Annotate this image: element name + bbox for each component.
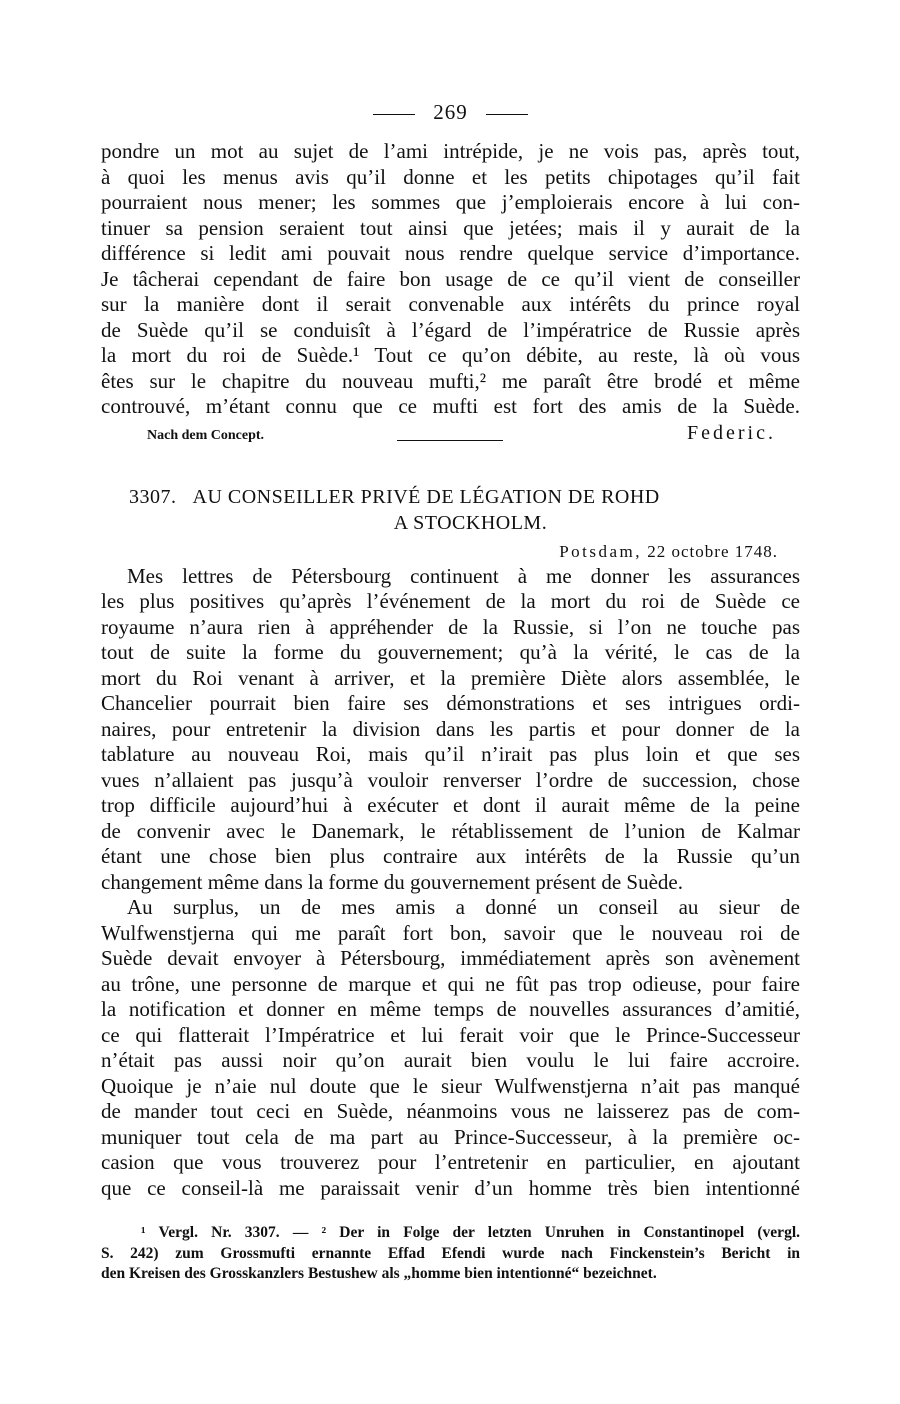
page <box>101 100 800 1285</box>
footnote-line: S. 242) zum Grossmufti ernannte Effad Efendi wurde nach Finckenstein’s Bericht in <box>101 1244 800 1262</box>
text-line: la mort du roi de Suède.¹ Tout ce qu’on débite, au reste, là où vous <box>101 343 800 367</box>
page-number-header <box>101 100 800 125</box>
footnotes <box>101 1223 800 1285</box>
dateline <box>101 542 778 562</box>
text-line: sur la manière dont il serait convenable aux intérêts du prince royal <box>101 292 800 316</box>
text-line: étant une chose bien plus contraire aux intérêts de la Russie qu’un <box>101 844 800 868</box>
text-line: n’était pas aussi noir qu’on aurait bien voulu le lui faire accroire. <box>101 1048 800 1072</box>
left-dash <box>373 114 415 115</box>
date-place: Potsdam, <box>559 541 643 561</box>
text-line: de mander tout ceci en Suède, néanmoins vous ne laisserez pas de com- <box>101 1099 800 1123</box>
footnote-line: ¹ Vergl. Nr. 3307. — ² Der in Folge der letzten Unruhen in Constantinopel (vergl. <box>141 1224 800 1241</box>
text-line: que ce conseil-là me paraissait venir d’un homme très bien intentionné <box>101 1175 800 1200</box>
intro-paragraph <box>101 139 800 420</box>
text-line: Suède devait envoyer à Pétersbourg, immédiatement après son avènement <box>101 946 800 970</box>
text-line: muniquer tout cela de ma part au Prince-Successeur, à la première oc- <box>101 1124 800 1149</box>
right-dash <box>486 114 528 115</box>
text-line: de convenir avec le Danemark, le rétablissement de l’union de Kalmar <box>101 818 800 843</box>
footnote-line: den Kreisen des Grosskanzlers Bestushew als „homme bien intentionné“ bezeichnet. <box>101 1265 657 1282</box>
text-line: royaume n’aura rien à appréhender de la Russie, si l’on ne touche pas <box>101 614 800 639</box>
text-line: tinuer sa pension seraient tout ainsi que jetées; mais il y aurait de la <box>101 215 800 240</box>
heading-line-1 <box>101 484 800 510</box>
text-line: naires, pour entretenir la division dans les partis et pour donner de la <box>101 716 800 741</box>
text-line: Quoique je n’aie nul doute que le sieur Wulfwenstjerna n’ait pas manqué <box>101 1073 800 1098</box>
letter-number: 3307. <box>129 485 177 508</box>
text-line: Je tâcherai cependant de faire bon usage de ce qu’il vient de conseiller <box>101 266 800 291</box>
text-line: changement même dans la forme du gouvernement présent de Suède. <box>101 869 683 894</box>
page-number: 269 <box>433 100 468 124</box>
letter-heading <box>101 484 800 536</box>
text-line: au trône, une personne de marque et qui ne fût pas trop odieuse, pour faire <box>101 971 800 996</box>
text-line: à quoi les menus avis qu’il donne et les petits chipotages qu’il fait <box>101 164 800 189</box>
letter-paragraph-1 <box>101 564 800 896</box>
text-line: êtes sur le chapitre du nouveau mufti,² me paraît être brodé et même <box>101 368 800 393</box>
text-line: tout de suite la forme du gouvernement; qu’à la vérité, le cas de la <box>101 640 800 664</box>
section-separator <box>397 440 503 441</box>
text-line: vues n’allaient pas jusqu’à vouloir renverser l’ordre de succession, chose <box>101 767 800 792</box>
signature: Federic. <box>687 421 776 444</box>
text-line: la notification et donner en même temps de nouvelles assurances d’amitié, <box>101 997 800 1021</box>
text-line: pondre un mot au sujet de l’ami intrépide, je ne vois pas, après tout, <box>101 139 800 163</box>
text-line: mort du Roi venant à arriver, et la première Diète alors assemblée, le <box>101 665 800 690</box>
text-line: casion que vous trouverez pour l’entretenir en particulier, en ajoutant <box>101 1150 800 1174</box>
text-line: controuvé, m’étant connu que ce mufti est fort des amis de la Suède. <box>101 394 800 418</box>
date-value: 22 octobre 1748. <box>647 541 778 561</box>
text-line: les plus positives qu’après l’événement de la mort du roi de Suède ce <box>101 589 800 613</box>
text-line: Wulfwenstjerna qui me paraît fort bon, savoir que le nouveau roi de <box>101 920 800 945</box>
text-line: trop difficile aujourd’hui à exécuter et dont il aurait même de la peine <box>101 793 800 817</box>
text-line: pourraient nous mener; les sommes que j’emploierais encore à lui con- <box>101 190 800 214</box>
text-line: Mes lettres de Pétersbourg continuent à me donner les assurances <box>127 563 800 588</box>
heading-line-2: A STOCKHOLM. <box>393 511 548 534</box>
text-line: Chancelier pourrait bien faire ses démonstrations et ses intrigues ordi- <box>101 691 800 715</box>
heading-recipient: AU CONSEILLER PRIVÉ DE LÉGATION DE ROHD <box>192 485 660 508</box>
text-line: tablature au nouveau Roi, mais qu’il n’irait pas plus loin et que ses <box>101 742 800 766</box>
text-line: ce qui flatterait l’Impératrice et lui ferait voir que le Prince-Successeur <box>101 1022 800 1047</box>
text-line: différence si ledit ami pouvait nous rendre quelque service d’importance. <box>101 241 800 265</box>
source-note: Nach dem Concept. <box>147 427 265 443</box>
letter-paragraph-2 <box>101 895 800 1201</box>
text-line: Au surplus, un de mes amis a donné un conseil au sieur de <box>127 895 800 919</box>
text-line: de Suède qu’il se conduisît à l’égard de l’impératrice de Russie après <box>101 317 800 342</box>
signature-row <box>101 422 800 448</box>
